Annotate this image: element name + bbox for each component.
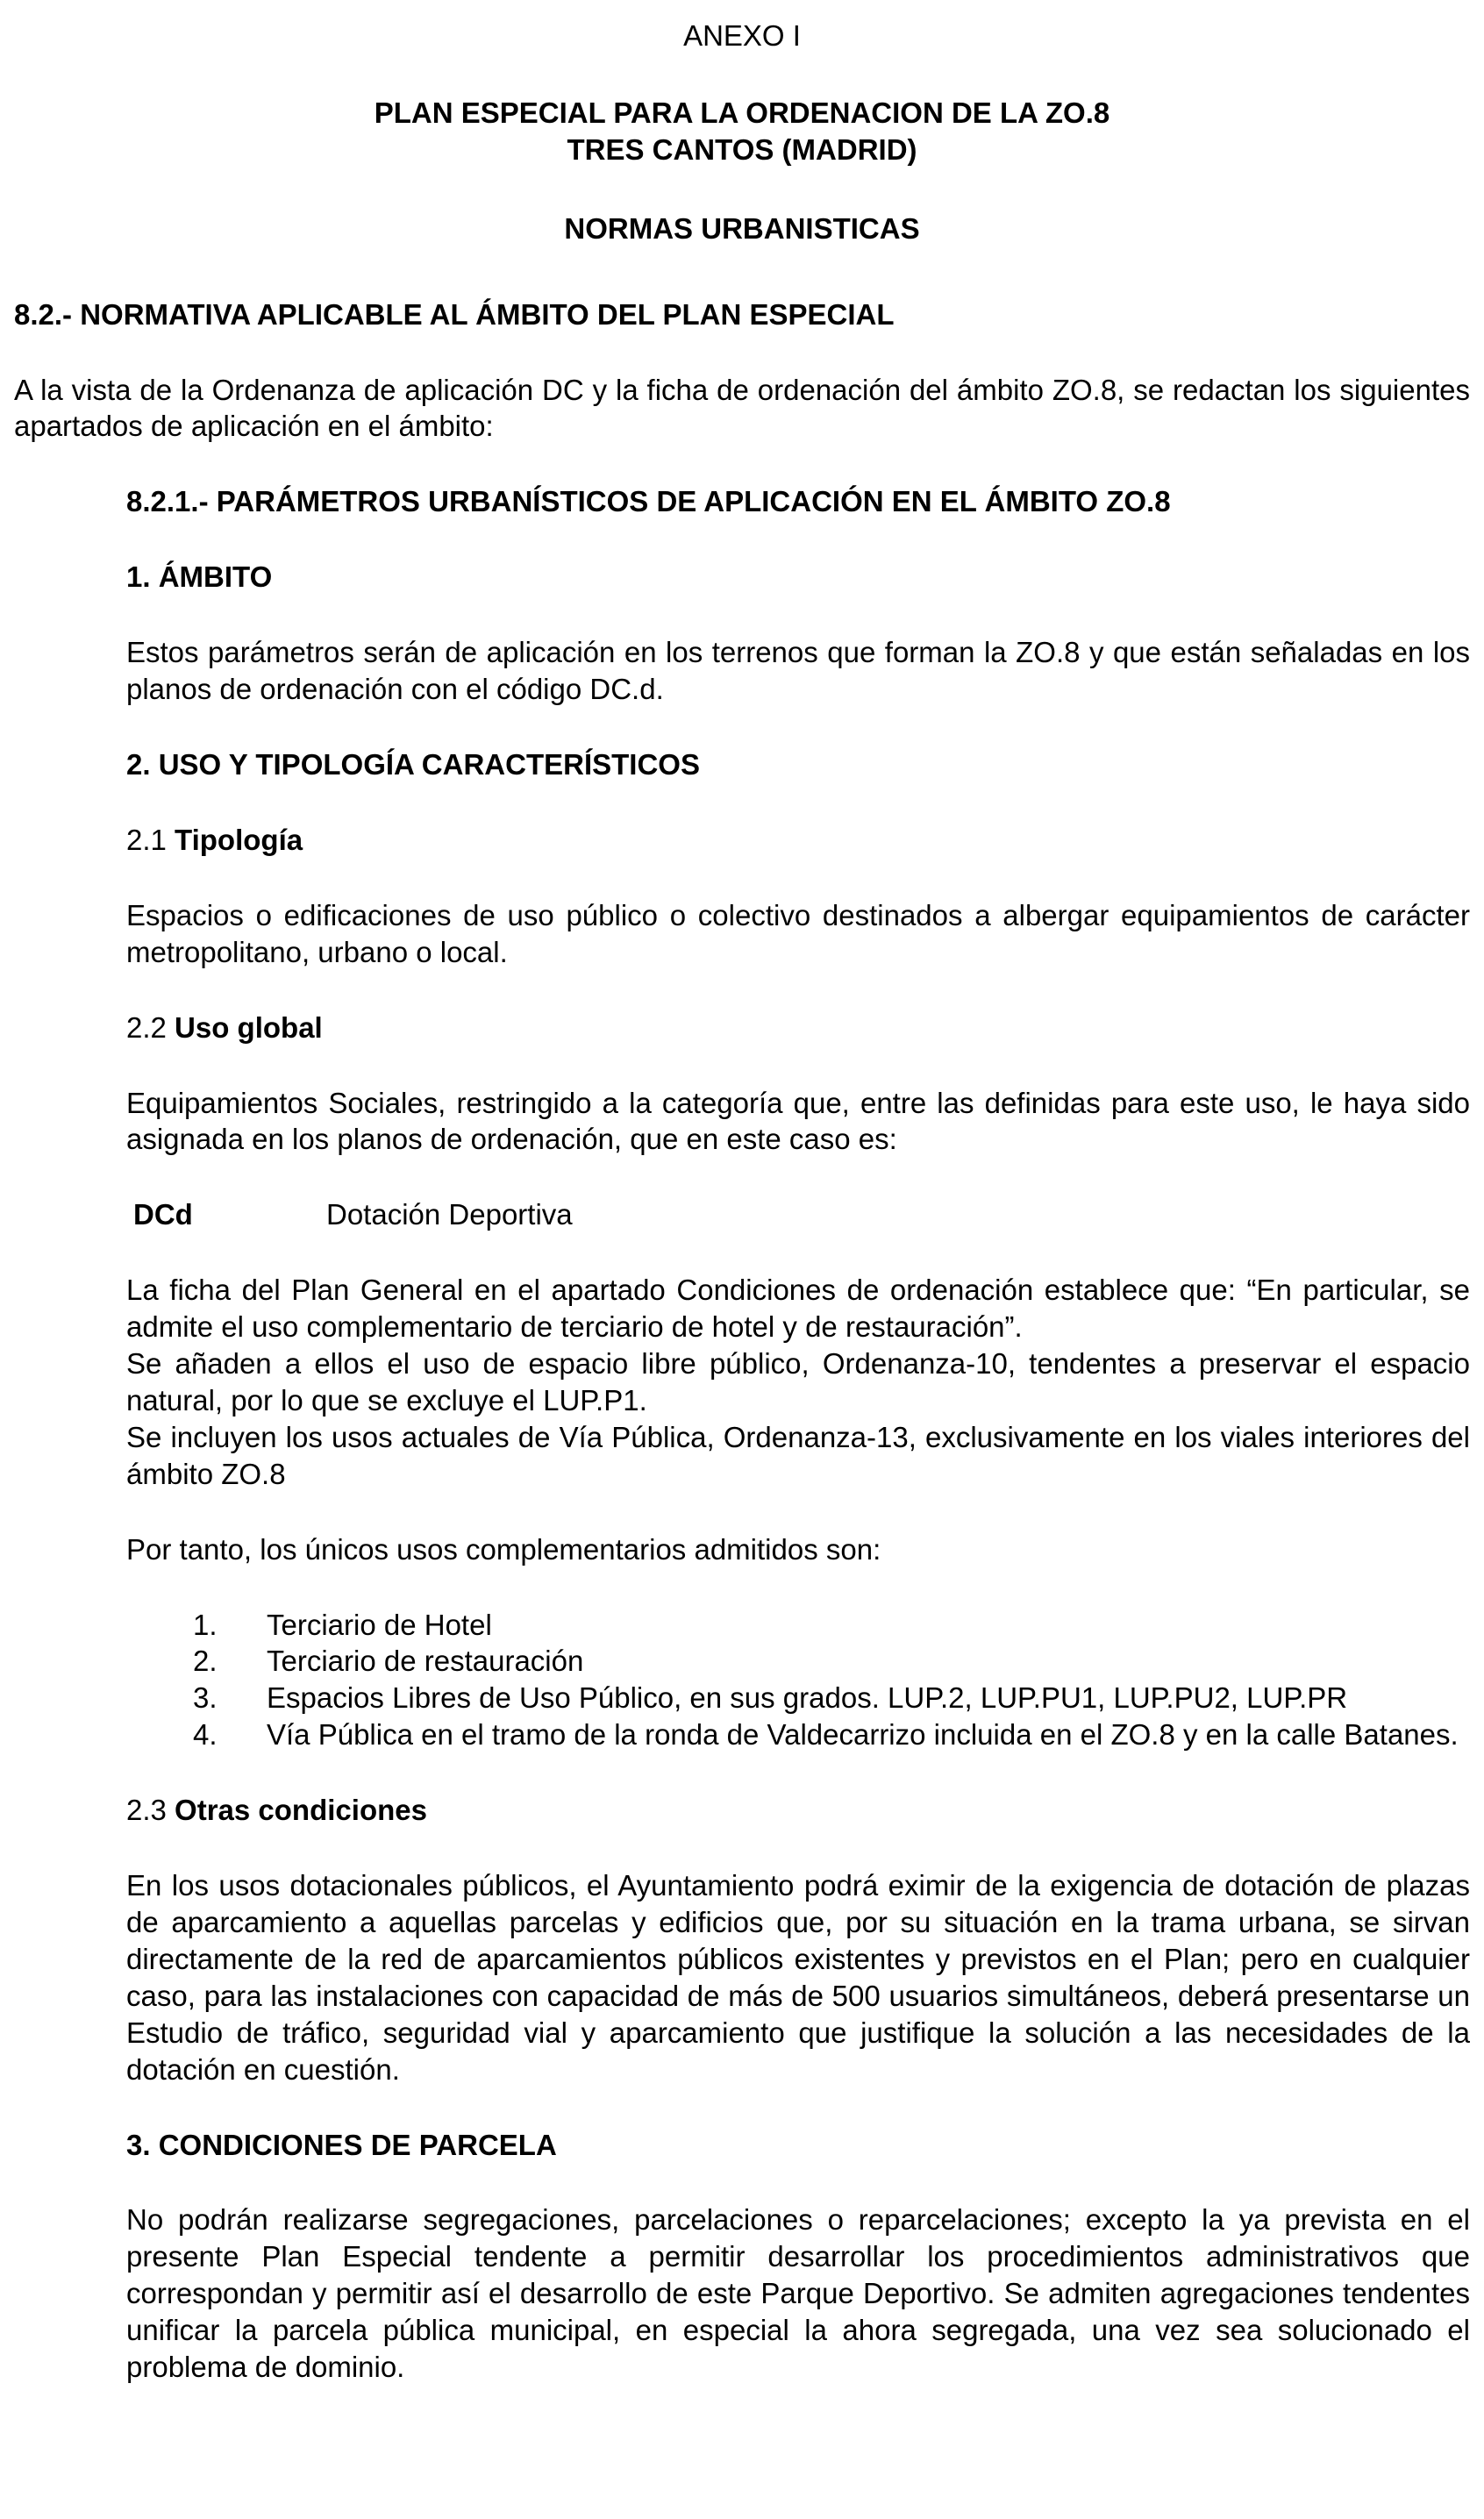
- list-item-text: Vía Pública en el tramo de la ronda de Valdecarrizo incluida en el ZO.8 y en la calle Batanes.: [267, 1718, 1459, 1752]
- uso-global-para-3: Se incluyen los usos actuales de Vía Pública, Ordenanza-13, exclusivamente en los viales interiores del ámbito ZO.8: [126, 1420, 1470, 1490]
- complementary-uses-list: [14, 1607, 1470, 1754]
- section-2-3-label: Otras condiciones: [175, 1794, 427, 1827]
- list-item-text: Espacios Libres de Uso Público, en sus grados. LUP.2, LUP.PU1, LUP.PU2, LUP.PR: [267, 1681, 1348, 1715]
- complementary-uses-list-intro: Por tanto, los únicos usos complementarios admitidos son:: [126, 1532, 881, 1566]
- section-2-3-heading: [126, 1792, 1470, 1829]
- section-2-3-body: En los usos dotacionales públicos, el Ayuntamiento podrá eximir de la exigencia de dotación de plazas de aparcamiento a aquellas parcelas y edificios que, por su situación en la trama urbana, se sirvan directamente de la red de aparcamientos públicos existentes y previstos en el Plan; pero en cualquier caso, para las instalaciones con capacidad de más de 500 usuarios simultáneos, deberá presentarse un Estudio de tráfico, seguridad vial y aparcamiento que justifique la solución a las necesidades de la dotación en cuestión.: [126, 1869, 1470, 2086]
- list-item-text: Terciario de restauración: [267, 1645, 584, 1678]
- section-2-1-body: Espacios o edificaciones de uso público o colectivo destinados a albergar equipamientos de carácter metropolitano, urbano o local.: [126, 898, 1470, 968]
- section-8-2-1-heading: 8.2.1.- PARÁMETROS URBANÍSTICOS DE APLICACIÓN EN EL ÁMBITO ZO.8: [126, 485, 1171, 518]
- list-item: [193, 1680, 1470, 1716]
- section-1-ambito-body: Estos parámetros serán de aplicación en los terrenos que forman la ZO.8 y que están señaladas en los planos de ordenación con el código DC.d.: [126, 636, 1470, 706]
- section-1-ambito-heading: 1. ÁMBITO: [126, 560, 273, 594]
- section-2-1-number: 2.1: [126, 823, 175, 856]
- section-2-heading: 2. USO Y TIPOLOGÍA CARACTERÍSTICOS: [126, 747, 700, 781]
- document-subtitle: NORMAS URBANISTICAS: [564, 211, 920, 245]
- use-code-term: DCd: [133, 1198, 193, 1231]
- list-item-number: 4.: [193, 1718, 218, 1752]
- list-item-number: 3.: [193, 1681, 218, 1715]
- section-2-2-label: Uso global: [175, 1010, 323, 1044]
- section-3-heading: 3. CONDICIONES DE PARCELA: [126, 2128, 557, 2161]
- uso-global-paragraph-block: [14, 1272, 1470, 1492]
- document-title: [14, 95, 1470, 168]
- section-8-2-intro: A la vista de la Ordenanza de aplicación DC y la ficha de ordenación del ámbito ZO.8, se redactan los siguientes apartados de aplicación en el ámbito:: [14, 373, 1470, 443]
- uso-global-para-1: La ficha del Plan General en el apartado Condiciones de ordenación establece que: “En particular, se admite el uso complementario de terciario de hotel y de restauración”.: [126, 1274, 1470, 1344]
- list-item: [193, 1716, 1470, 1753]
- list-item-text: Terciario de Hotel: [267, 1608, 492, 1641]
- document-title-line-1: PLAN ESPECIAL PARA LA ORDENACION DE LA ZO.8: [374, 96, 1110, 129]
- section-2-2-number: 2.2: [126, 1010, 175, 1044]
- section-2-3-number: 2.3: [126, 1794, 175, 1827]
- list-item-number: 2.: [193, 1645, 218, 1678]
- section-2-2-heading: [126, 1010, 1470, 1046]
- document-title-line-2: TRES CANTOS (MADRID): [567, 132, 917, 166]
- section-2-1-label: Tipología: [175, 823, 303, 856]
- section-3-body: No podrán realizarse segregaciones, parcelaciones o reparcelaciones; excepto la ya prevista en el presente Plan Especial tendente a permitir desarrollar los procedimientos administrativos que correspondan y permitir así el desarrollo de este Parque Deportivo. Se admiten agregaciones tendentes unificar la parcela pública municipal, en especial la ahora segregada, una vez sea solucionado el problema de dominio.: [126, 2203, 1470, 2384]
- use-code-line: [14, 1196, 1470, 1233]
- section-2-1-heading: [126, 822, 1470, 859]
- uso-global-para-2: Se añaden a ellos el uso de espacio libre público, Ordenanza-10, tendentes a preservar el espacio natural, por lo que se excluye el LUP.P1.: [126, 1347, 1470, 1416]
- list-item: [193, 1643, 1470, 1680]
- annex-heading: ANEXO I: [683, 19, 801, 52]
- section-8-2-heading: 8.2.- NORMATIVA APLICABLE AL ÁMBITO DEL PLAN ESPECIAL: [14, 297, 895, 331]
- list-item-number: 1.: [193, 1608, 218, 1641]
- list-item: [193, 1607, 1470, 1644]
- section-2-2-body: Equipamientos Sociales, restringido a la categoría que, entre las definidas para este uso, le haya sido asignada en los planos de ordenación, que en este caso es:: [126, 1086, 1470, 1156]
- use-code-label: Dotación Deportiva: [326, 1198, 573, 1231]
